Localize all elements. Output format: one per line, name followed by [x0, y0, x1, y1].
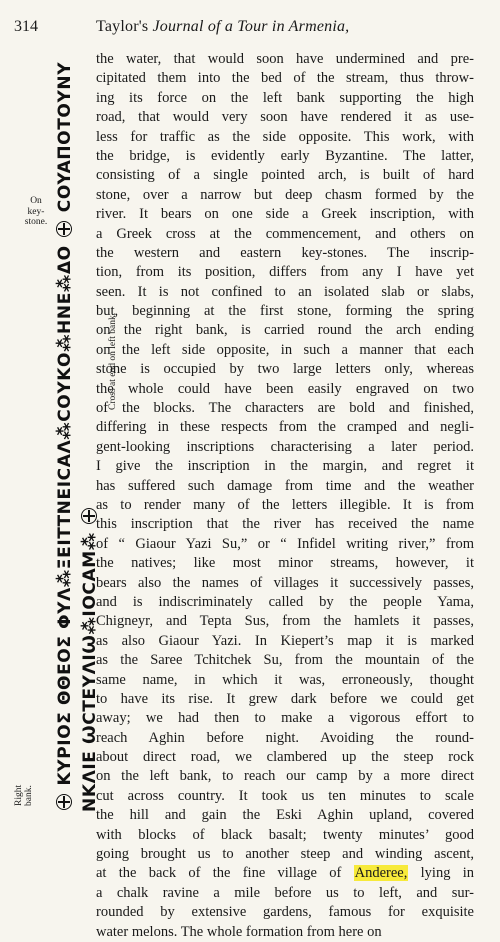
- text-line: on the right bank, is carried round the arch ending: [96, 322, 474, 339]
- text-line: differing in these respects from the cramped and negli-: [96, 419, 474, 436]
- greek-cross-icon: [56, 794, 72, 810]
- text-line: gent-looking inscriptions characterising a later period.: [96, 438, 474, 455]
- margin-note-line: bank.: [24, 785, 34, 806]
- running-head-author: Taylor's: [96, 18, 149, 35]
- text-line: I give the inscription in the margin, and regret it: [96, 458, 474, 475]
- text-line: this inscription that the river has received the name: [96, 516, 474, 533]
- text-line: tion, from its position, differs from any I have yet: [96, 264, 474, 281]
- page-number: 314: [14, 18, 38, 35]
- text-line: with blocks of black basalt; twenty minutes’ good: [96, 826, 474, 843]
- text-line: ing its force on the left bank supporting the high: [96, 89, 474, 106]
- text-line: the water, that would soon have undermined and pre-: [96, 51, 474, 67]
- text-line: rounded by extensive gardens, famous for exquisite: [96, 904, 474, 921]
- margin-note-cross: Cross at end on left bank.: [108, 312, 118, 410]
- text-line: away; we had then to make a vigorous effort to: [96, 710, 474, 727]
- text-line: of “ Giaour Yazi Su,” or “ Infidel writing river,” from: [96, 535, 474, 552]
- text-line: of the blocks. The characters are bold and finished,: [96, 400, 474, 417]
- text-line: the hill and gain the Eski Aghin upland, covered: [96, 807, 474, 824]
- text-line: but, beginning at the first stone, forming the spring: [96, 303, 474, 320]
- page-header: [0, 18, 500, 38]
- text-line-anderee: [96, 864, 474, 883]
- text-line: bears also the names of villages it successively passes,: [96, 574, 474, 591]
- margin-note-line: stone.: [24, 217, 48, 227]
- text-line: cut across country. It took us ten minutes to scale: [96, 787, 474, 804]
- text-line: same name, in which it was, erroneously, thought: [96, 671, 474, 688]
- text-line: the bridge, is evidently early Byzantine. The latter,: [96, 147, 474, 164]
- text-line: seen. It is not confined to an isolated slab or slabs,: [96, 283, 474, 300]
- body-text: [96, 50, 474, 942]
- inscription-text: ΚΥΡΙΟΣ ΘΘΕΟΣ ΦΥΛ⁂ΞΕΙΤΤΝΕΙCΑΛ⁂CΟΥΚΟ⁂ΗΝΕ⁂ΔΟ: [55, 245, 75, 786]
- inscription-text: ΝΚΛΙΕ ѠCΤΕΥΛΙѠ⁂ΙΟCΑΜ⁂: [80, 532, 100, 812]
- text-line: on the left side opposite, in such a manner that each: [96, 341, 474, 358]
- margin-note-line: Right: [14, 784, 24, 806]
- text-line: reach Aghin before night. Avoiding the round-: [96, 729, 474, 746]
- margin-note-right-bank: [14, 785, 34, 806]
- text-line: cipitated them into the bed of the stream, thus throw-: [96, 70, 474, 87]
- greek-inscription-line-1: [55, 62, 75, 812]
- text-line: stone, over a narrow but deep chasm formed by the: [96, 186, 474, 203]
- margin-note-keystone: [16, 196, 56, 228]
- greek-cross-icon: [56, 221, 72, 237]
- text-line: on the left bank, to reach our camp by a more direct: [96, 768, 474, 785]
- text-line: and is indiscriminately called by the people Yama,: [96, 593, 474, 610]
- text-line: a Greek cross at the commencement, and others on: [96, 225, 474, 242]
- text-line: road, that would very soon have rendered it as use-: [96, 109, 474, 126]
- highlighted-word: Anderee,: [354, 865, 408, 882]
- margin-note-line: On: [30, 196, 42, 206]
- text-line: about direct road, we clambered up the steep rock: [96, 749, 474, 766]
- text-line: the natives; like most minor streams, however, it: [96, 555, 474, 572]
- running-head: [96, 18, 349, 36]
- text-line: less for traffic as the side opposite. This work, with: [96, 128, 474, 145]
- text-line: as the Saree Tchitchek Su, from the mountain of the: [96, 652, 474, 669]
- text-line: river. It bears on one side a Greek inscription, with: [96, 206, 474, 223]
- text-line: has suffered such damage from time and the weather: [96, 477, 474, 494]
- text-line: the western and eastern key-stones. The inscrip-: [96, 244, 474, 261]
- margin-note-line: key-: [27, 206, 45, 217]
- inscription-text: COYAΠΟΤΟΥΝΥ: [55, 61, 75, 213]
- text-line: going brought us to another steep and winding ascent,: [96, 846, 474, 863]
- text-segment: at the back of the fine village of: [96, 865, 342, 882]
- text-line: as also Giaour Yazi. In Kiepert’s map it is marked: [96, 632, 474, 649]
- text-line: consisting of a single pointed arch, is built of hard: [96, 167, 474, 184]
- greek-cross-icon: [81, 508, 97, 524]
- text-line: water melons. The whole formation from here on: [96, 923, 382, 940]
- text-segment: lying in: [420, 865, 474, 882]
- text-line: Chigneyr, and Tepta Sus, from the hamlets it passes,: [96, 613, 474, 630]
- text-line: to have its rise. It grew dark before we could get: [96, 690, 474, 707]
- text-line: stone is occupied by two large letters only, whereas: [96, 361, 474, 378]
- text-line: as to render many of the letters illegible. It is from: [96, 496, 474, 513]
- text-line: the whole could have been easily engraved on two: [96, 380, 474, 397]
- running-head-title: Journal of a Tour in Armenia,: [152, 18, 350, 35]
- text-line: a chalk ravine a mile before us to left, and sur-: [96, 884, 474, 901]
